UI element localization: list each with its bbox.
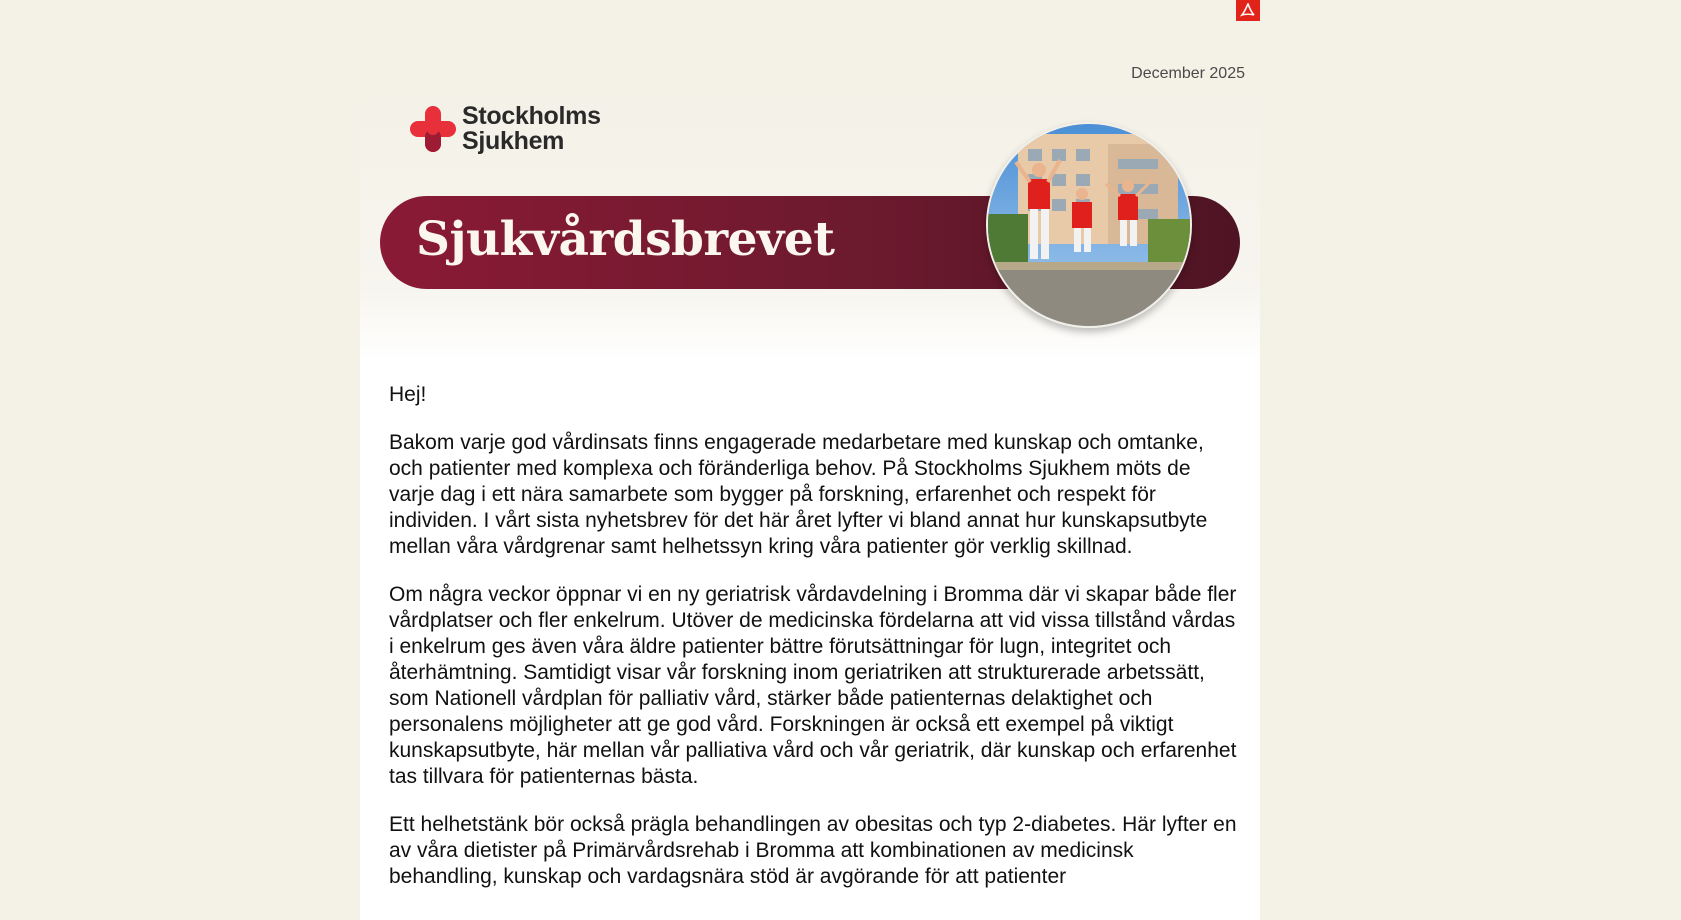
paragraph-1: Bakom varje god vårdinsats finns engagerade medarbetare med kunskap och omtanke, och patienter med komplexa och föränderliga behov. På Stockholms Sjukhem möts de varje dag i ett nära samarbete som bygger på forskning, erfarenhet och respekt för individen. I vårt sista nyhetsbrev för det här året lyfter vi bland annat hur kunskapsutbyte mellan våra vårdgrenar samt helhetssyn kring våra patienter gör verklig skillnad. bbox=[389, 431, 1208, 558]
logo-line-1: Stockholms bbox=[462, 102, 601, 130]
logo-text bbox=[462, 104, 601, 154]
newsletter-card bbox=[360, 90, 1260, 920]
greeting: Hej! bbox=[389, 383, 427, 406]
paragraph-2: Om några veckor öppnar vi en ny geriatrisk vårdavdelning i Bromma där vi skapar både fler vårdplatser och fler enkelrum. Utöver de medicinska fördelarna att vid vissa tillstånd vårdas i enkelrum ges även våra äldre patienter bättre förutsättningar för lugn, integritet och återhämtning. Samtidigt visar vår forskning inom geriatriken att strukturerade arbetssätt, som Nationell vårdplan för palliativ vård, stärker både patienternas delaktighet och personalens möjligheter att ge god vård. Forskningen är också ett exempel på viktigt kunskapsutbyte, här mellan vår palliativa vård och vår geriatrik, där kunskap och erfarenhet tas tillvara för patienternas bästa. bbox=[389, 583, 1237, 788]
newsletter-body bbox=[389, 382, 1239, 912]
staff-jumping-photo bbox=[986, 122, 1192, 328]
logo[interactable] bbox=[410, 104, 601, 154]
red-cross-logo-icon bbox=[410, 106, 456, 152]
newsletter-date: December 2025 bbox=[1131, 65, 1245, 82]
paragraph-3: Ett helhetstänk bör också prägla behandlingen av obesitas och typ 2-diabetes. Här lyfter en av våra dietister på Primärvårdsrehab i Bromma att kombinationen av medicinsk behandling, kunskap och vardagsnära stöd är avgörande för att patienter bbox=[389, 813, 1237, 888]
pdf-icon[interactable] bbox=[1236, 0, 1260, 21]
newsletter-title: Sjukvårdsbrevet bbox=[416, 212, 835, 267]
logo-line-2: Sjukhem bbox=[462, 127, 565, 155]
